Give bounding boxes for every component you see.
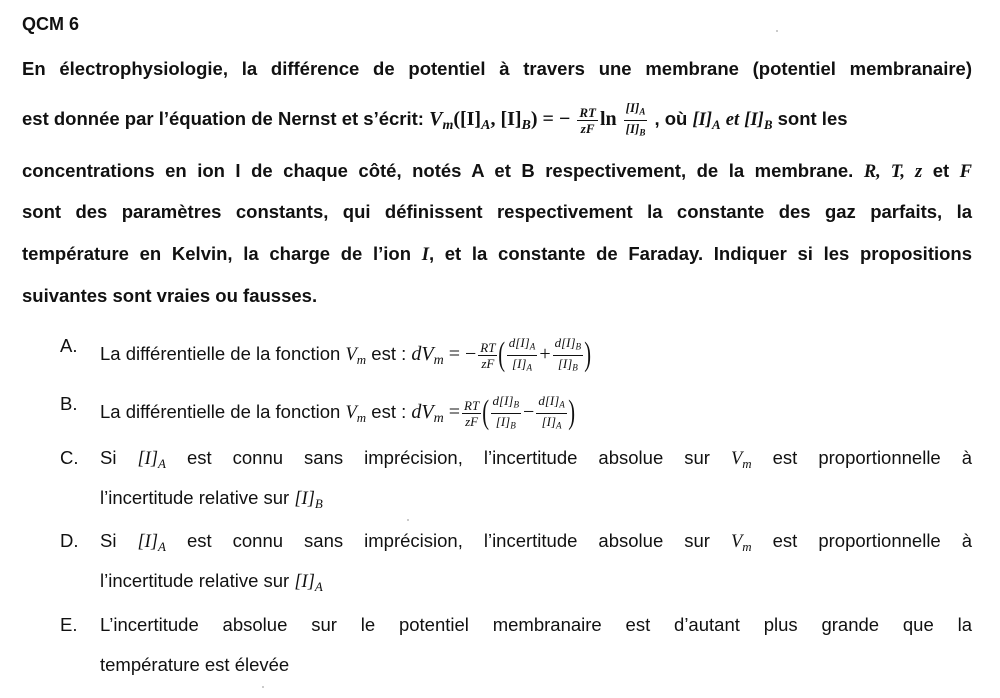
option-b-equation: $dV_m$ = $\frac{RT}{zF}$ ( $\frac{d[I]_B}{[I]_B}$ − $\frac{d[I]_A}{[I]_A}$ ) (411, 393, 575, 432)
statement-line-6: suivantes sont vraies ou fausses. (22, 285, 318, 306)
scan-speck (407, 519, 409, 521)
statement-text: , où (654, 107, 688, 129)
scan-speck (262, 686, 264, 688)
rt-over-zf-fraction: $\frac{RT}{zF}$ (579, 104, 596, 136)
statement-text: est donnée par l’équation de Nernst et s’écrit: (22, 107, 424, 129)
et-word: et (725, 109, 740, 130)
document-page: QCM 6 En électrophysiologie, la différence de potentiel à travers une membrane (potentiel membranaire) est donnée par l’équation de Nernst et s’écrit: $V_m([I]_A$, $[I]_B$) = − $\frac{RT}{zF}$ ln $\frac{[I]_A}{[I]_B}$ , où $[I]_A$ et $[I]_B$ sont les concentrations en ion I de chaque côté, notés A et B respectivement, de la membrane. R, T, z et F sont des paramètres constants, qui définissent respectivement la constante des gaz parfaits, la température en Kelvin, la charge de l’ion I, et la constante de Faraday. Indiquer si les propositions suivantes sont vraies ou fausses. A. La différentielle de la fonction $V_m$ est : $dV_m$ = − $\frac{RT}{zF}$ ( $\frac{d[I]_A}{[I]_A}$ + $\frac{d[I]_B}{[I]_B}$ ) B. La différentielle de la fonction $V_m$ est : $dV_m$ = $\frac{RT}{zF}$ ( $\frac{d[I]_B}{[I]_B}$ − $\frac{d[I]_A}{[I]_A}$ ) C. Si $[I]_A$ est connu sans imprécision, l’incertitude absolue sur $V_m$ est proportionnelle à l’incertitude relative sur $[I]_B$ D. Si $[I]_A$ est connu sans imprécision, l’incertitude absolue sur $V_m$ est proportionnelle à l’incertitude relative sur $[I]_A$ E. L’incertitude absolue sur le potentiel membranaire est d’autant plus grande que la température est élevée (0, 0, 1000, 698)
statement-text: sont les (777, 107, 848, 129)
option-letter: E. (60, 614, 78, 635)
conc-a-symbol: $[I]_A$ (692, 109, 721, 132)
scan-speck (776, 30, 778, 32)
option-letter: C. (60, 447, 79, 468)
option-a-equation: $dV_m$ = − $\frac{RT}{zF}$ ( $\frac{d[I]_A}{[I]_A}$ + $\frac{d[I]_B}{[I]_B}$ ) (411, 335, 592, 374)
statement-line-3: concentrations en ion I de chaque côté, notés A et B respectivement, de la membrane. R, T, z et F (22, 160, 972, 182)
conc-b-symbol: $[I]_B$ (744, 109, 773, 132)
statement-line-5: température en Kelvin, la charge de l’ion I, et la constante de Faraday. Indiquer si les propositions (22, 243, 973, 265)
statement-line-4: sont des paramètres constants, qui définissent respectivement la constante des gaz parfaits, la (22, 201, 972, 222)
question-title: QCM 6 (22, 14, 80, 34)
option-letter: B. (60, 393, 78, 414)
statement-line-1: En électrophysiologie, la différence de potentiel à travers une membrane (potentiel membranaire) (22, 58, 972, 79)
option-letter: D. (60, 530, 79, 551)
statement-line-2 (22, 100, 972, 140)
option-letter: A. (60, 335, 78, 356)
concentration-ratio-fraction: $\frac{[I]_A}{[I]_B}$ (625, 100, 646, 138)
nernst-equation: $V_m([I]_A$, $[I]_B$) = − $\frac{RT}{zF}$ ln $\frac{[I]_A}{[I]_B}$ (429, 108, 654, 130)
